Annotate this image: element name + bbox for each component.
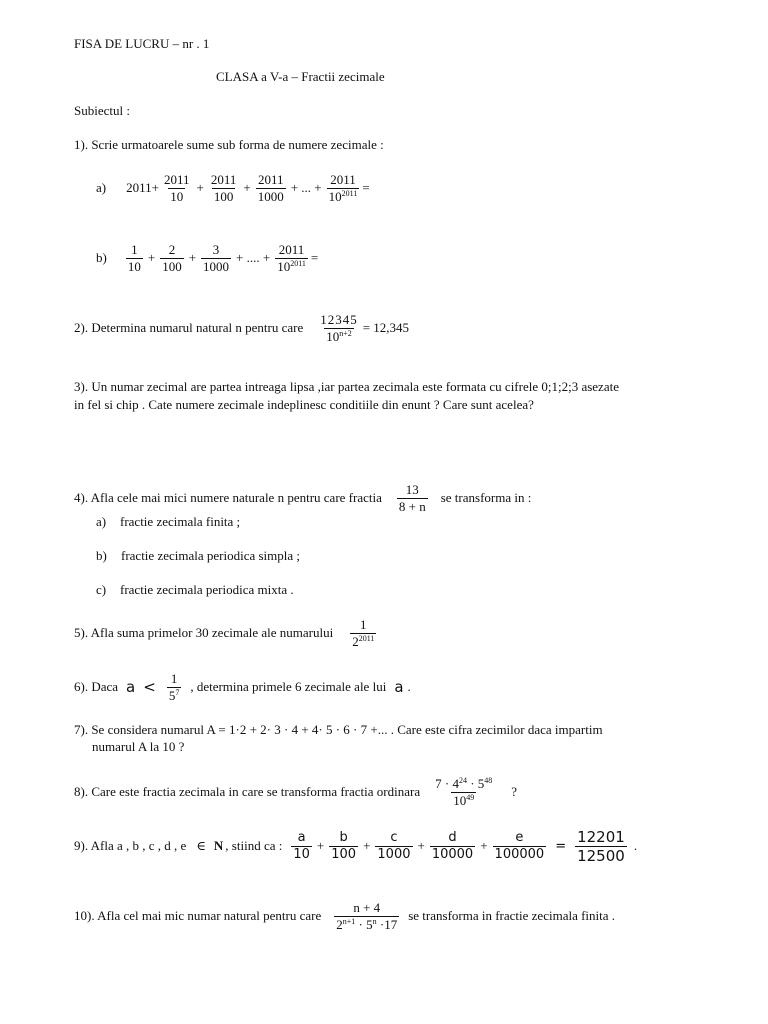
problem-8-text: 8). Care este fractia zecimala in care se transforma fractia ordinara [74, 784, 421, 799]
fraction [397, 483, 428, 514]
problem-2-rhs: = 12,345 [362, 320, 410, 335]
fraction [126, 243, 143, 274]
fraction [327, 173, 360, 204]
base: 10 [277, 258, 291, 274]
exponent: 49 [466, 792, 475, 802]
numerator: e [515, 829, 524, 845]
problem-4a [96, 514, 240, 530]
problem-4 [74, 478, 531, 518]
problem-4c [96, 582, 294, 598]
problem-9 [74, 826, 637, 866]
list-label: a) [96, 514, 107, 529]
problem-10-text: 10). Afla cel mai mic numar natural pentru care [74, 908, 322, 923]
numerator: 1 [131, 241, 138, 257]
problem-1b-label: b) [96, 250, 107, 265]
variable-a: a [394, 678, 404, 696]
list-item-text: fractie zecimala finita ; [120, 514, 241, 529]
plus-sign: + [363, 838, 371, 853]
problem-7-line-1: 7). Se considera numarul A = 1·2 + 2· 3 · 4 + 4· 5 · 6 · 7 +... . Care este cifra zecimilor daca impartim [74, 722, 603, 737]
problem-10-tail: se transforma in fractie zecimala finita . [408, 908, 616, 923]
denominator [350, 633, 376, 649]
numerator: n + 4 [353, 899, 381, 915]
fraction [334, 901, 399, 932]
plus-sign: + [417, 838, 425, 853]
problem-5 [74, 613, 379, 653]
numerator: 1 [360, 616, 367, 632]
numerator: d [448, 829, 457, 845]
denominator: 1000 [257, 188, 284, 204]
fraction [160, 243, 184, 274]
problem-9-text: 9). Afla a , b , c , d , e [74, 838, 187, 853]
fraction [162, 173, 192, 204]
fraction [318, 313, 360, 344]
base: 2 [352, 633, 359, 649]
equals-sign: = [362, 180, 370, 195]
denominator: 10 [293, 846, 310, 862]
plus-sign: + [243, 180, 251, 195]
numerator: 2011 [210, 171, 237, 187]
numerator: 2011 [330, 171, 356, 187]
problem-2 [74, 308, 409, 348]
subject-label: Subiectul : [74, 103, 130, 118]
exponent: n [372, 916, 377, 926]
denominator [275, 258, 308, 274]
numerator: b [339, 829, 348, 845]
list-label: c) [96, 582, 107, 597]
fraction [430, 831, 475, 862]
plus-sign: + [316, 838, 325, 853]
denominator [334, 916, 399, 932]
numerator: 12201 [577, 827, 625, 846]
exponent: 7 [175, 687, 180, 697]
fraction [275, 243, 308, 274]
problem-6-tail: , determina primele 6 zecimale ale lui [190, 679, 387, 694]
fraction [291, 831, 312, 862]
numerator: 3 [212, 241, 220, 257]
denominator [324, 328, 354, 344]
list-item-text: fractie zecimala periodica mixta . [120, 582, 294, 597]
term: ·17 [376, 916, 398, 932]
base: 10 [328, 188, 342, 204]
exponent: n+2 [339, 328, 352, 338]
denominator: 10000 [431, 846, 474, 862]
term: 2 [336, 916, 343, 932]
problem-8 [74, 772, 517, 812]
fraction [375, 831, 412, 862]
problem-1a-expression [96, 168, 370, 208]
equals-sign: = [310, 250, 319, 265]
problem-6-text: 6). Daca [74, 679, 119, 694]
fraction [256, 173, 286, 204]
plus-sign: + [147, 250, 156, 265]
fraction [493, 831, 547, 862]
denominator: 10 [127, 258, 141, 274]
period: . [633, 838, 638, 853]
denominator: 100 [213, 188, 234, 204]
fraction [167, 672, 182, 703]
numerator: 2011 [278, 241, 305, 257]
denominator: 100 [331, 846, 357, 862]
worksheet-subtitle: CLASA a V-a – Fractii zecimale [216, 69, 385, 84]
exponent: 2011 [358, 633, 375, 643]
numerator [433, 777, 494, 792]
problem-1-text: 1). Scrie urmatoarele sume sub forma de numere zecimale : [74, 137, 384, 152]
problem-4-tail: se transforma in : [440, 490, 532, 505]
denominator: 100 [162, 258, 182, 274]
denominator: 1000 [203, 258, 230, 274]
problem-3-line-1: 3). Un numar zecimal are partea intreaga lipsa ,iar partea zecimala este formata cu cifrele 0;1;2;3 asezate [74, 379, 619, 394]
problem-5-text: 5). Afla suma primelor 30 zecimale ale numarului [74, 625, 334, 640]
numerator: a [297, 829, 306, 845]
term: 7 · 4 [435, 775, 459, 791]
problem-10 [74, 896, 615, 936]
denominator [451, 792, 476, 808]
denominator: 10 [170, 188, 184, 204]
question-mark: ? [511, 784, 518, 799]
exponent: 24 [458, 775, 467, 785]
problem-7-line-2: numarul A la 10 ? [92, 739, 185, 754]
base: 10 [453, 792, 467, 808]
fraction [209, 173, 239, 204]
plus-sign: + [480, 838, 488, 853]
ellipsis: + ... + [290, 180, 322, 195]
fraction [433, 777, 494, 808]
problem-3-line-2: in fel si chip . Cate numere zecimale indeplinesc conditiile din enunt ? Care sunt acelea? [74, 397, 534, 412]
problem-1a-lead: 2011+ [126, 180, 159, 195]
problem-6 [74, 667, 411, 707]
exponent: 2011 [341, 188, 358, 198]
denominator [167, 687, 182, 703]
less-than-sign: < [143, 678, 156, 696]
problem-1b-expression [96, 238, 318, 278]
problem-4-text: 4). Afla cele mai mici numere naturale n pentru care fractia [74, 490, 382, 505]
base: 5 [168, 687, 176, 703]
numerator: c [390, 829, 398, 845]
problem-1a-label: a) [96, 180, 107, 195]
fraction [575, 829, 627, 864]
numerator: 13 [405, 481, 419, 497]
numerator: 2 [168, 241, 176, 257]
numerator: 1 [170, 670, 178, 686]
equals-sign: = [555, 838, 567, 854]
fraction [201, 243, 231, 274]
list-item-text: fractie zecimala periodica simpla ; [121, 548, 301, 563]
exponent: 48 [484, 775, 493, 785]
term: · 5 [466, 775, 485, 791]
problem-4b [96, 548, 300, 564]
denominator: 1000 [377, 846, 411, 862]
element-of-symbol: ∈ [196, 838, 206, 853]
denominator [327, 188, 360, 204]
problem-2-text: 2). Determina numarul natural n pentru care [74, 320, 304, 335]
denominator: 12500 [577, 846, 625, 865]
term: · 5 [355, 916, 373, 932]
worksheet-title: FISA DE LUCRU – nr . 1 [74, 36, 210, 51]
numerator: 2011 [163, 171, 190, 187]
period: . [407, 679, 411, 694]
numerator: 2011 [257, 171, 284, 187]
list-label: b) [96, 548, 107, 563]
fraction [329, 831, 358, 862]
exponent: 2011 [290, 258, 306, 268]
exponent: n+1 [342, 916, 356, 926]
denominator: 8 + n [398, 498, 426, 514]
fraction [350, 618, 376, 649]
denominator: 100000 [494, 846, 545, 862]
natural-numbers-set: N [213, 838, 224, 853]
numerator: 12345 [320, 311, 358, 327]
plus-sign: + [188, 250, 197, 265]
variable-a: a [126, 678, 136, 696]
ellipsis: + .... + [236, 250, 271, 265]
plus-sign: + [196, 180, 204, 195]
problem-9-tail: , stiind ca : [225, 838, 283, 853]
base: 10 [326, 328, 340, 344]
